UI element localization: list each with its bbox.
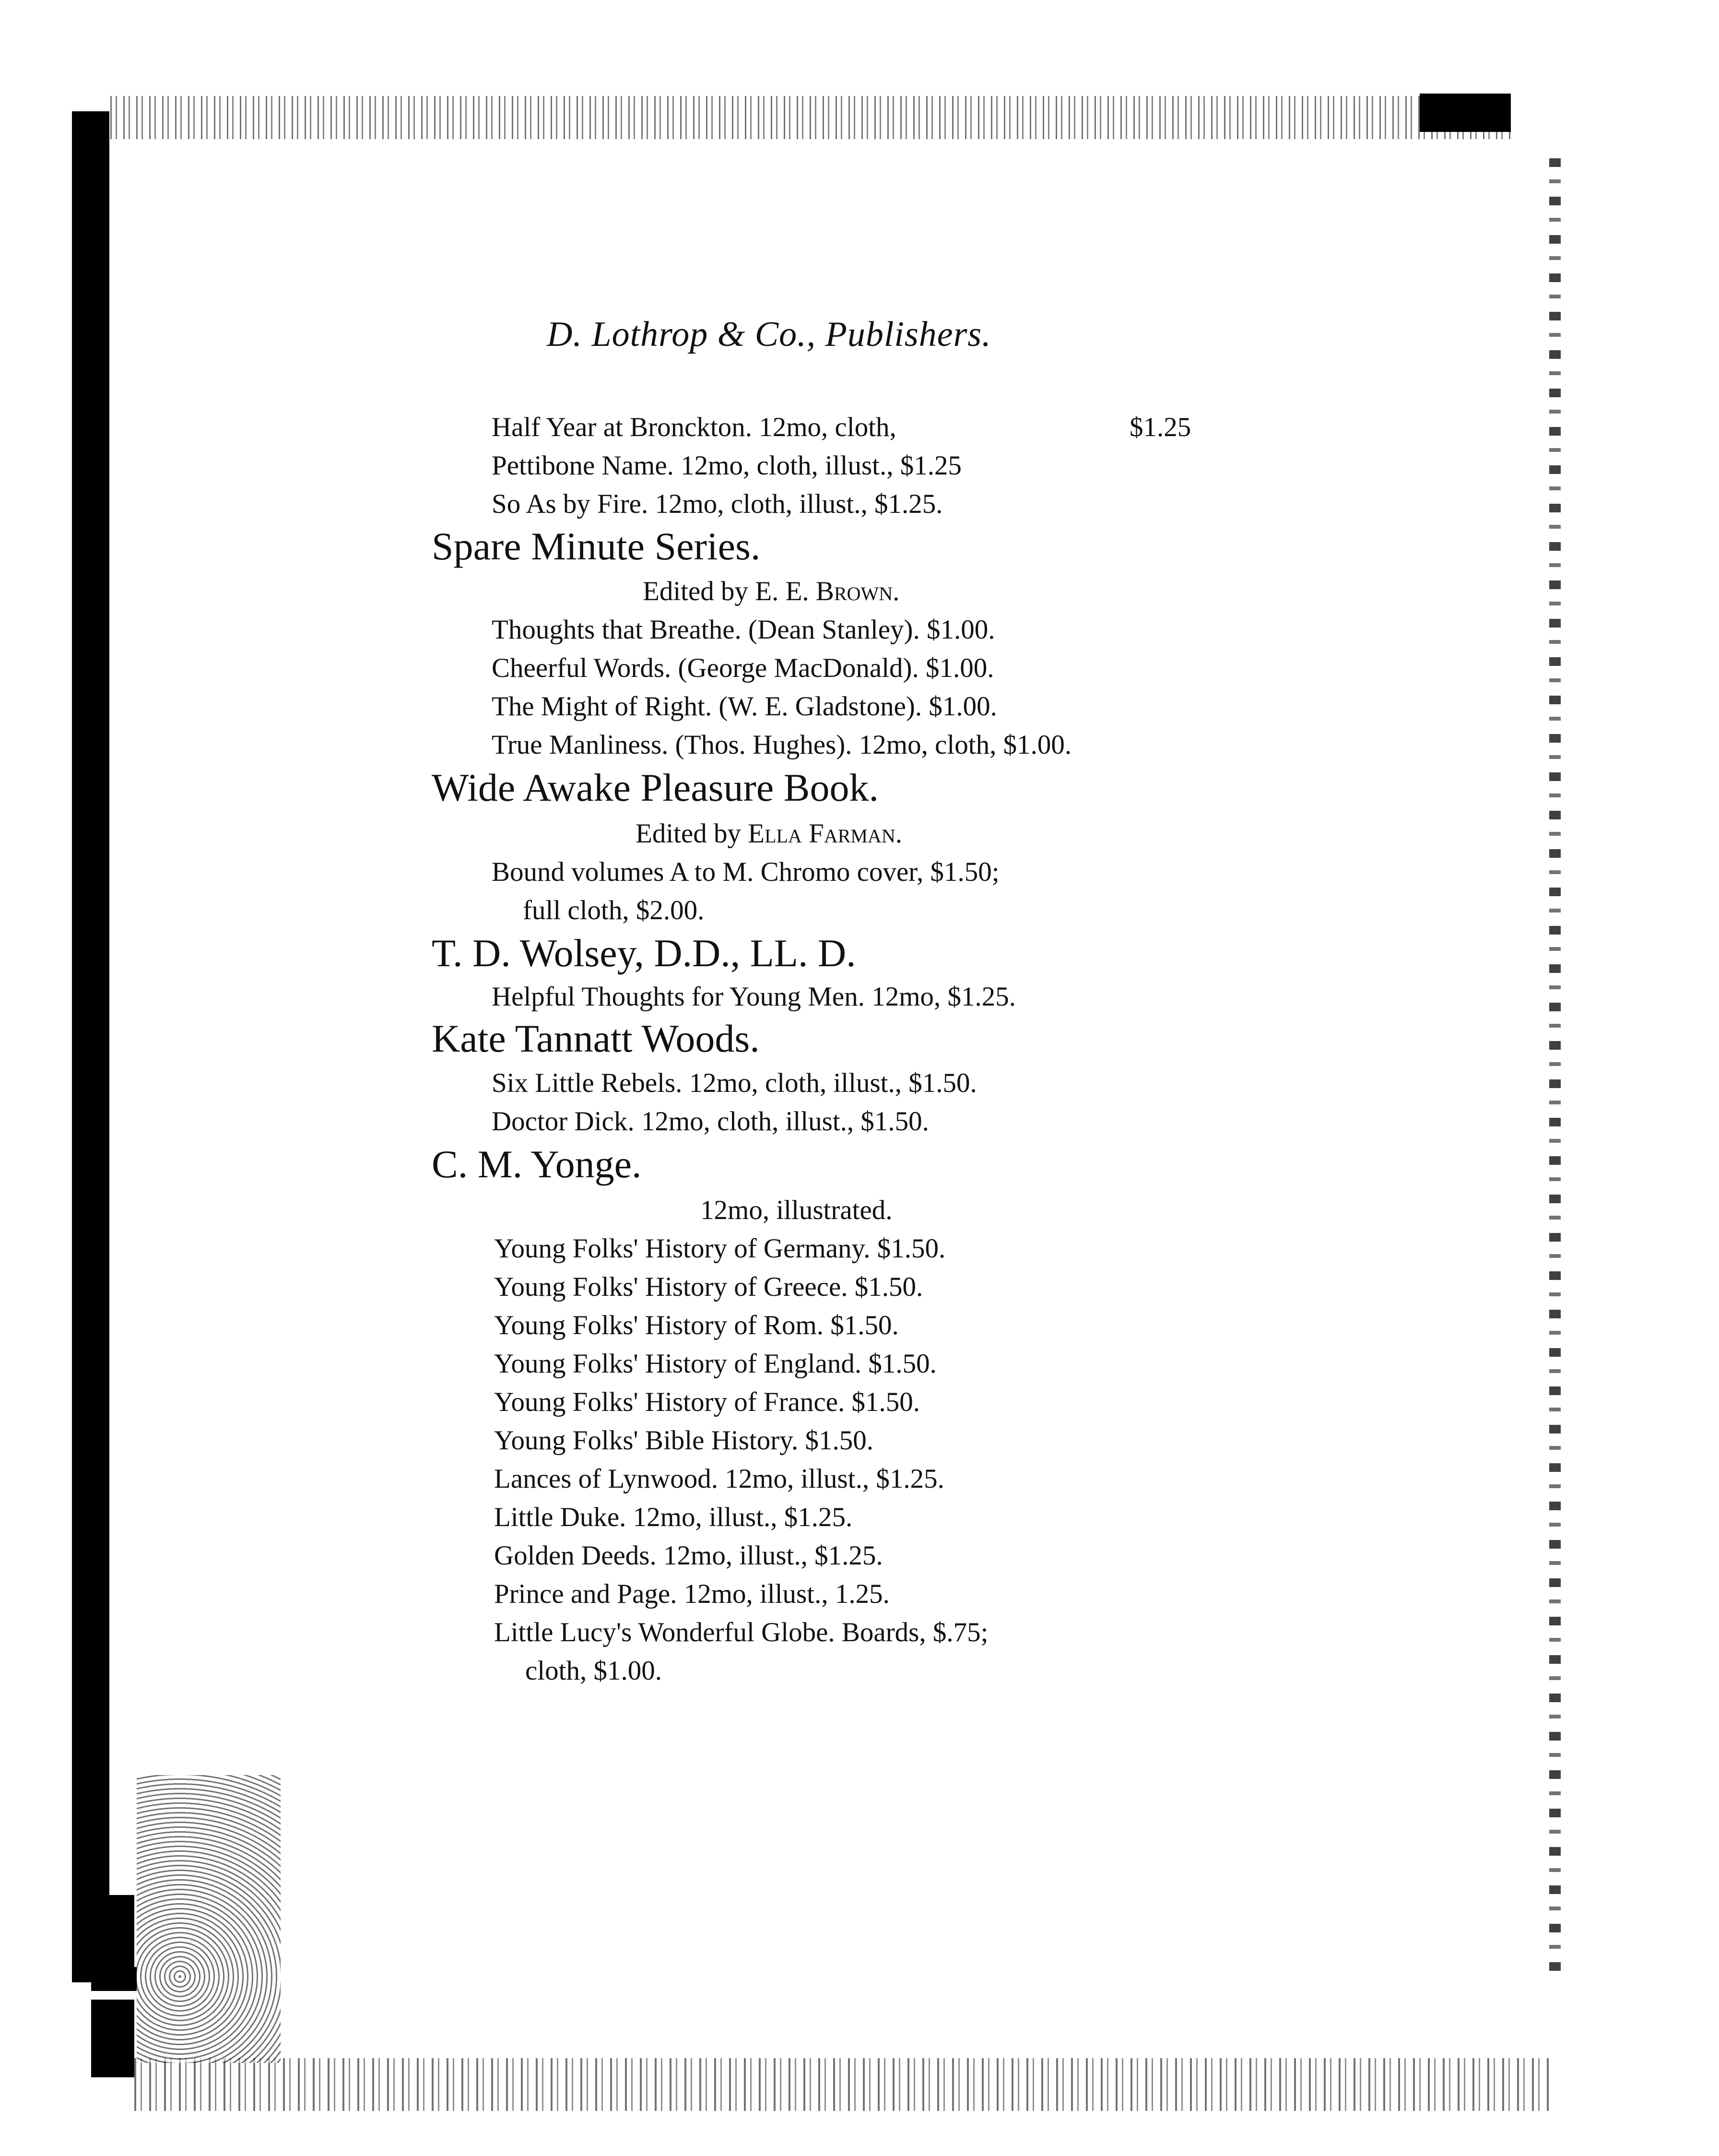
catalog-entry: Doctor Dick. 12mo, cloth, illust., $1.50. [492,1106,929,1137]
catalog-entry: So As by Fire. 12mo, cloth, illust., $1.25. [492,489,943,519]
catalog-entry-continued: full cloth, $2.00. [523,895,705,925]
catalog-entry: Little Lucy's Wonderful Globe. Boards, $.75; [494,1617,989,1647]
scan-corner-top-right [1420,94,1511,132]
catalog-entry-continued: cloth, $1.00. [525,1656,662,1686]
scan-edge-right [1549,158,1561,1981]
catalog-entry: Golden Deeds. 12mo, illust., $1.25. [494,1540,883,1571]
catalog-entry: Prince and Page. 12mo, illust., 1.25. [494,1579,890,1609]
catalog-entry: Pettibone Name. 12mo, cloth, illust., $1.25 [492,450,962,481]
scan-tab-gap [91,1991,137,2000]
catalog-entry: Half Year at Bronckton. 12mo, cloth, [492,412,896,442]
catalog-entry: Young Folks' Bible History. $1.50. [494,1425,873,1456]
scan-speckle-bottom-left [137,1775,281,2063]
catalog-entry: Young Folks' History of Germany. $1.50. [494,1233,946,1264]
catalog-entry: Helpful Thoughts for Young Men. 12mo, $1.25. [492,982,1016,1012]
catalog-entry: Cheerful Words. (George MacDonald). $1.00. [492,653,994,683]
catalog-entry-price: $1.25 [1130,412,1191,442]
author-heading: Kate Tannatt Woods. [432,1017,760,1060]
author-heading: C. M. Yonge. [432,1142,642,1186]
scan-edge-bottom [134,2058,1549,2111]
running-header: D. Lothrop & Co., Publishers. [547,315,991,354]
catalog-entry: True Manliness. (Thos. Hughes). 12mo, cloth, $1.00. [492,730,1072,760]
catalog-entry: Six Little Rebels. 12mo, cloth, illust., $1.50. [492,1068,977,1098]
book-spine-shadow [72,111,109,1982]
author-heading: Spare Minute Series. [432,524,761,568]
scan-edge-top [110,96,1511,139]
author-heading: Wide Awake Pleasure Book. [432,766,879,809]
author-heading: T. D. Wolsey, D.D., LL. D. [432,931,856,975]
catalog-entry: Bound volumes A to M. Chromo cover, $1.50; [492,857,1000,887]
catalog-entry: Young Folks' History of Rom. $1.50. [494,1310,899,1340]
format-note: 12mo, illustrated. [700,1195,893,1225]
catalog-entry: Thoughts that Breathe. (Dean Stanley). $1.00. [492,615,995,645]
catalog-entry: Young Folks' History of France. $1.50. [494,1387,920,1417]
catalog-entry: Young Folks' History of Greece. $1.50. [494,1272,923,1302]
editor-line: Edited by Ella Farman. [636,818,902,849]
catalog-entry: Lances of Lynwood. 12mo, illust., $1.25. [494,1464,944,1494]
catalog-entry: Little Duke. 12mo, illust., $1.25. [494,1502,853,1532]
scan-tab-mark [91,1967,137,1991]
editor-line: Edited by E. E. Brown. [643,576,900,606]
catalog-entry: The Might of Right. (W. E. Gladstone). $1.00. [492,691,997,722]
catalog-entry: Young Folks' History of England. $1.50. [494,1349,937,1379]
